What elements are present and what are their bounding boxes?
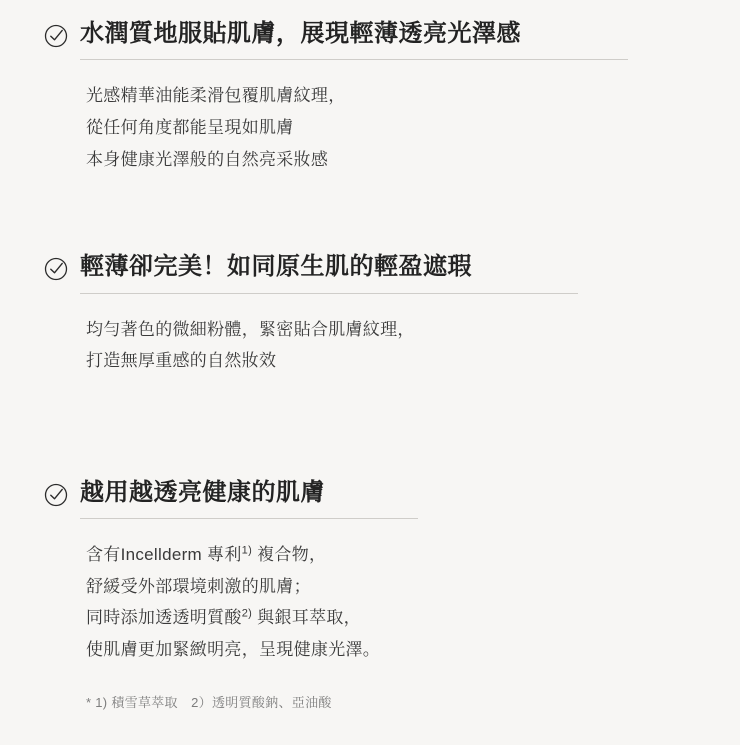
benefit-headline-3: 越用越透亮健康的肌膚 (80, 478, 325, 506)
footnote-marker-1: 1) (241, 544, 253, 557)
benefit-body-line: 使肌膚更加緊緻明亮，呈現健康光澤。 (86, 640, 381, 660)
benefit-body-1 (44, 80, 710, 175)
headline-divider-2 (80, 293, 578, 294)
benefit-body-3 (44, 539, 710, 665)
footnote-marker-2: 2) (241, 607, 253, 620)
benefit-body-line: 本身健康光澤般的自然亮采妝感 (86, 149, 329, 169)
benefit-body-line: 舒緩受外部環境刺激的肌膚； (86, 576, 311, 596)
check-circle-icon (44, 257, 68, 281)
benefit-body-line: 同時添加透透明質酸$^{2)}$ 與銀耳萃取， (86, 607, 361, 628)
benefit-headline-wrap-3 (80, 477, 710, 519)
benefit-body-2 (44, 314, 710, 377)
check-circle-icon (44, 24, 68, 48)
benefit-headline-row-2 (44, 251, 710, 293)
benefit-headline-2: 輕薄卻完美！如同原生肌的輕盈遮瑕 (80, 253, 472, 281)
benefit-headline-row-1 (44, 18, 710, 60)
benefit-headline-wrap-1 (80, 18, 710, 60)
benefit-body-line: 打造無厚重感的自然妝效 (86, 351, 277, 371)
benefit-section-2 (0, 175, 740, 377)
benefit-headline-row-3 (44, 477, 710, 519)
benefit-section-3 (0, 377, 740, 711)
benefit-headline-wrap-2 (80, 251, 710, 293)
benefit-body-line: 含有Incellderm 專利$^{1)}$ 複合物， (86, 544, 327, 565)
benefit-body-line: 光感精華油能柔滑包覆肌膚紋理， (86, 86, 346, 106)
benefit-body-line: 均勻著色的微細粉體，緊密貼合肌膚紋理， (86, 319, 415, 339)
check-circle-icon (44, 483, 68, 507)
benefit-section-1 (0, 0, 740, 175)
footnote-text: * 1) 積雪草萃取 2）透明質酸鈉、亞油酸 (86, 694, 332, 710)
headline-divider-1 (80, 59, 628, 60)
headline-divider-3 (80, 518, 418, 519)
benefit-body-line: 從任何角度都能呈現如肌膚 (86, 118, 294, 137)
benefit-headline-1: 水潤質地服貼肌膚，展現輕薄透亮光澤感 (80, 20, 521, 47)
